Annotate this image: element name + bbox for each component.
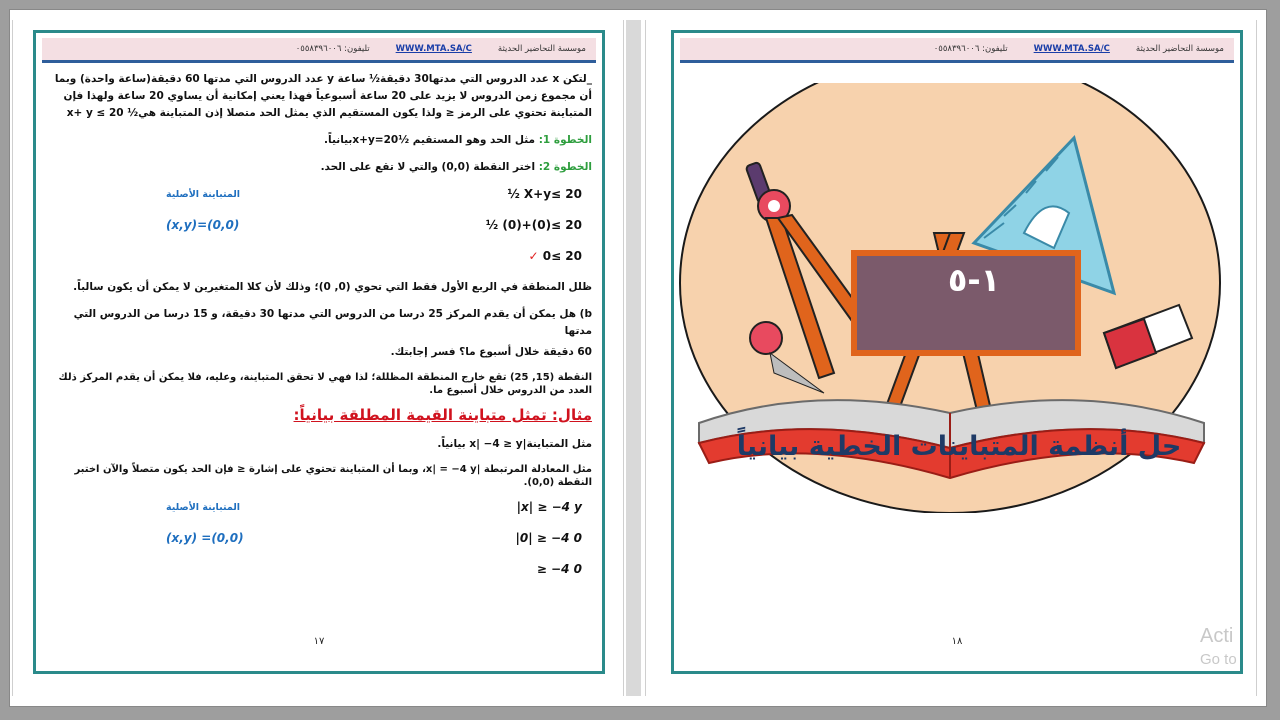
answer-b: النقطة (15, 25) تقع خارج المنطقة المظللة؛ لذا فهي لا تحقق المتباينة، وعليه، فلا يمكن أن يقدم المركز ذلك العدد من الدروس خلال أسبوع ما. — [58, 372, 592, 396]
header-org: موسسة التحاضير الحديثة — [1135, 44, 1224, 54]
page-border — [671, 30, 1243, 674]
check-icon: ✓ — [528, 249, 539, 263]
example-eq-3: ≥ −4 0 — [536, 562, 582, 576]
example-eq-row-2 — [46, 530, 592, 547]
example-text: مثل المعادلة المرتبطة |x| = −4 y، وبما أن المتباينة تحتوي على إشارة ≤ فإن الحد يكون متصلاً والآن اختبر النقطة (0,0). — [74, 464, 592, 488]
page-header — [42, 38, 596, 60]
question-b-line2: 60 دقيقة خلال أسبوع ما؟ فسر إجابتك. — [390, 346, 592, 358]
question-b: b) هل يمكن أن يقدم المركز 25 درسا من الدروس التي مدتها 30 دقيقة، و 15 درسا من الدروس التي مدتها — [73, 308, 592, 337]
step-1 — [46, 132, 592, 149]
step-1-text: مثل الحد وهو المستقيم ½x+y=20بيانياً. — [324, 134, 539, 146]
equation-row-2 — [46, 217, 592, 234]
page-border — [33, 30, 605, 674]
example-question: مثل المتباينة|x| −4 ≥ y بيانياً. — [437, 438, 592, 450]
activate-windows-watermark — [1200, 624, 1237, 672]
page-content — [46, 71, 592, 592]
header-phone: تليفون: ٠٥٥٨٣٩٦٠٠٦ — [295, 44, 370, 54]
page-17 — [12, 20, 624, 696]
page-number: ١٧ — [313, 636, 325, 647]
equation-2-label: (x,y)=(0,0) — [166, 218, 240, 232]
equation-1-label: المتباينة الأصلية — [166, 189, 241, 200]
step-2 — [46, 159, 592, 176]
equation-3: ✓ 0≤ 20 — [528, 249, 582, 263]
header-url-link[interactable]: WWW.MTA.SA/C — [395, 44, 472, 54]
step-2-text: اختر النقطة (0,0) والتي لا تقع على الحد. — [320, 161, 539, 173]
header-org: موسسة التحاضير الحديثة — [497, 44, 586, 54]
page-18 — [645, 20, 1257, 696]
example-eq-2: |0| ≥ −4 0 — [515, 531, 582, 545]
page-header — [680, 38, 1234, 60]
equation-1: ½ X+y≤ 20 — [507, 187, 582, 201]
example-eq-row-3 — [46, 561, 592, 578]
page-gutter — [626, 20, 641, 696]
header-divider — [680, 60, 1234, 63]
lesson-number: ١-٥ — [947, 261, 1001, 299]
shade-paragraph: ظلل المنطقة في الربع الأول فقط التي تحوي (0, 0)؛ وذلك لأن كلا المتغيرين لا يمكن أن يكون سالباً. — [73, 281, 592, 293]
header-phone: تليفون: ٠٥٥٨٣٩٦٠٠٦ — [933, 44, 1008, 54]
intro-paragraph: _لتكن x عدد الدروس التي مدتها30 دقيقة½ ساعة y عدد الدروس التي مدتها 60 دقيقة(ساعة واحدة) وبما أن مجموع زمن الدروس لا يزيد على 20 ساعة أسبوعياً فهذا يعني إمكانية أن يساوي 20 ساعة ولهذا فإن المتباينة تحتوي على الرمز ≤ ولذا يكون المستقيم الذي يمثل الحد متصلا إذن المتباينة هي½ x+ y ≤ 20 — [54, 73, 592, 119]
example-eq-1: |x| ≥ −4 y — [516, 500, 582, 514]
example-title: مثال: تمثل متباينة القيمة المطلقة بيانياً: — [293, 406, 592, 424]
example-eq-row-1 — [46, 499, 592, 516]
cover-title: حل أنظمة المتباينات الخطية بيانياً — [736, 431, 1182, 462]
equation-row-3 — [46, 248, 592, 265]
equation-2: ½ (0)+(0)≤ 20 — [485, 218, 582, 232]
example-eq-2-label: (x,y) =(0,0) — [166, 531, 244, 545]
equation-row-1 — [46, 186, 592, 203]
step-1-label: الخطوة 1: — [538, 134, 592, 146]
watermark-line-2: Go to — [1200, 651, 1237, 668]
example-eq-1-label: المتباينة الأصلية — [166, 502, 241, 513]
step-2-label: الخطوة 2: — [538, 161, 592, 173]
header-divider — [42, 60, 596, 63]
page-number: ١٨ — [951, 636, 963, 647]
header-url-link[interactable]: WWW.MTA.SA/C — [1033, 44, 1110, 54]
watermark-line-1: Acti — [1200, 625, 1234, 647]
